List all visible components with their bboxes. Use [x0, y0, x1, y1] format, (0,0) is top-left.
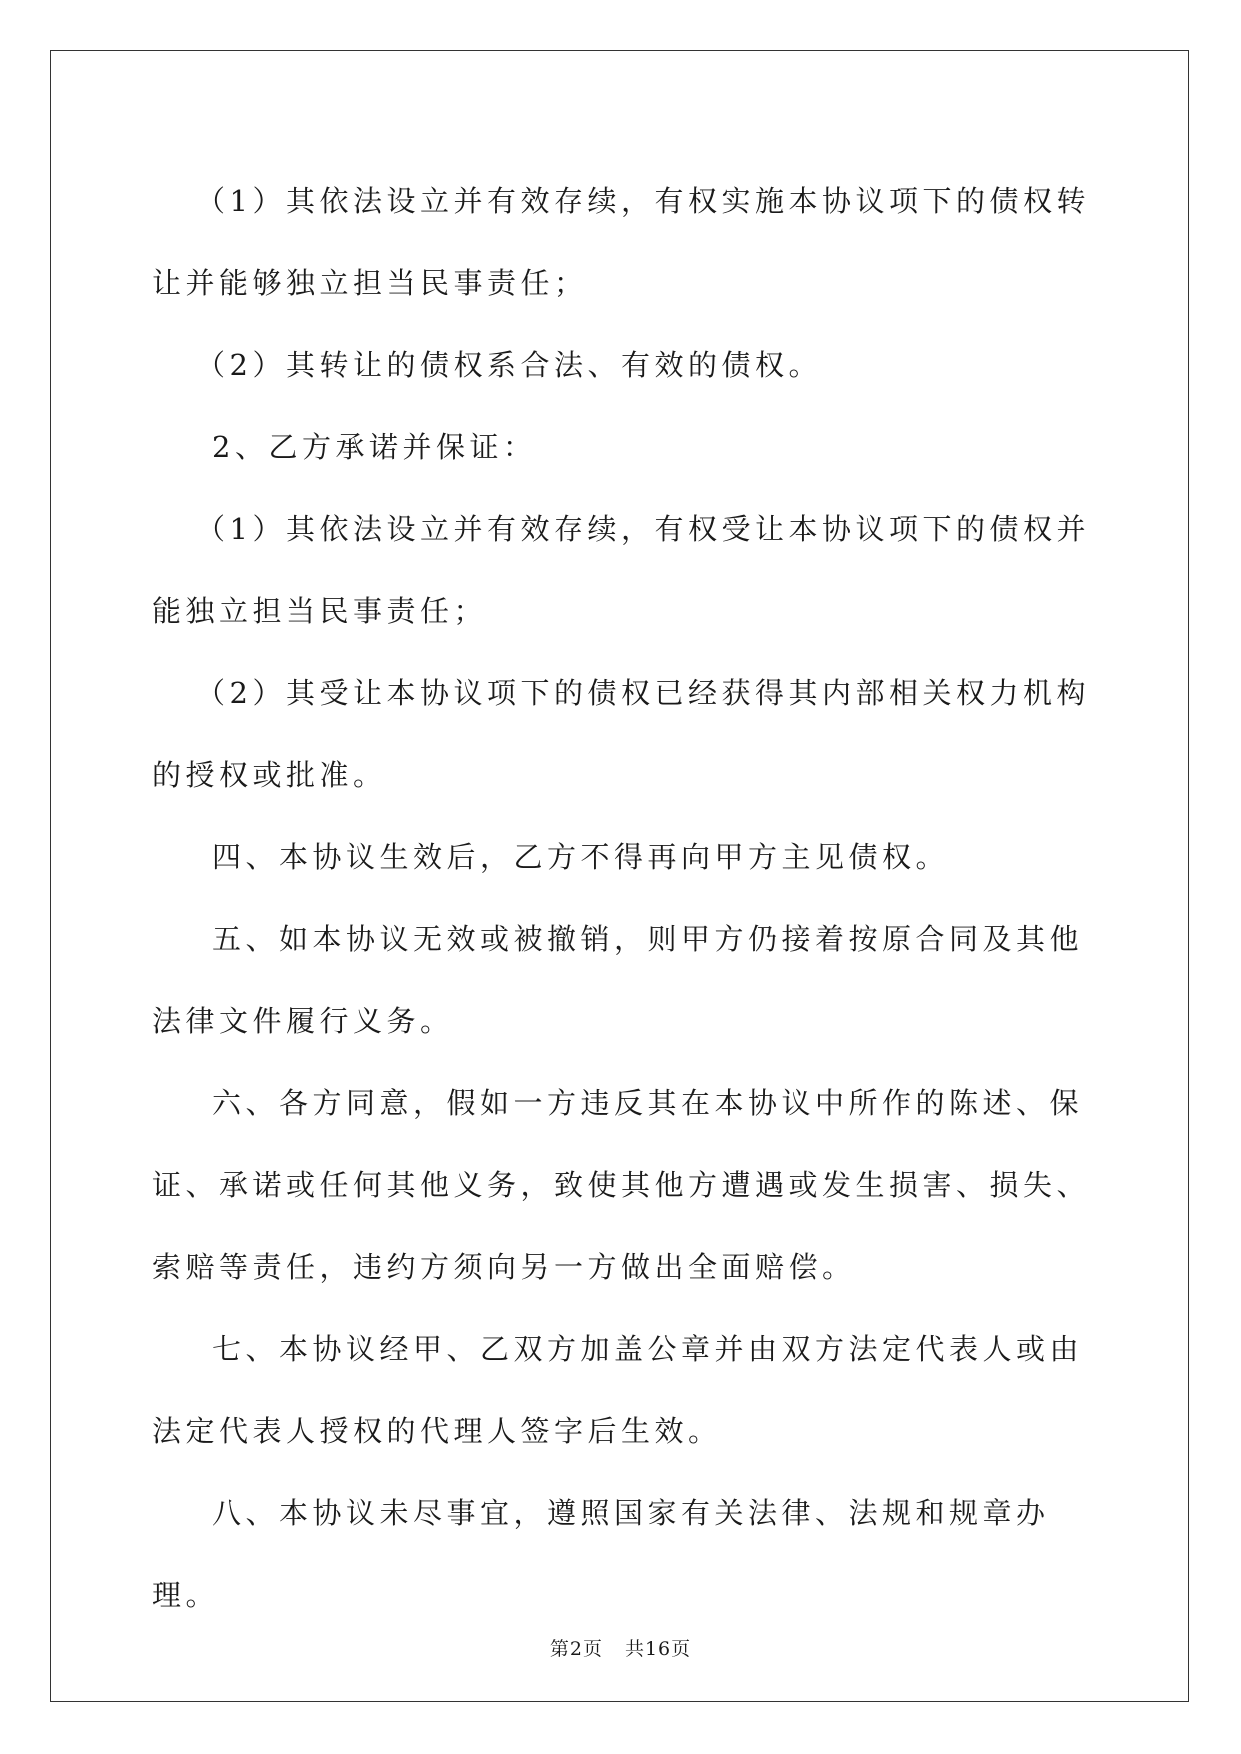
paragraph-1: （1）其依法设立并有效存续，有权实施本协议项下的债权转让并能够独立担当民事责任； [152, 184, 1090, 300]
paragraph-5: （2）其受让本协议项下的债权已经获得其内部相关权力机构的授权或批准。 [152, 676, 1090, 792]
paragraph-2: （2）其转让的债权系合法、有效的债权。 [196, 348, 822, 382]
paragraph-4: （1）其依法设立并有效存续，有权受让本协议项下的债权并能独立担当民事责任； [152, 512, 1090, 628]
paragraph-6: 四、本协议生效后，乙方不得再向甲方主见债权。 [212, 840, 950, 874]
page-footer [0, 1634, 1241, 1661]
paragraph-10: 八、本协议未尽事宜，遵照国家有关法律、法规和规章办理。 [152, 1496, 1050, 1612]
paragraph-7: 五、如本协议无效或被撤销，则甲方仍接着按原合同及其他法律文件履行义务。 [152, 922, 1084, 1038]
paragraph-8: 六、各方同意，假如一方违反其在本协议中所作的陈述、保证、承诺或任何其他义务，致使其他方遭遇或发生损害、损失、索赔等责任，违约方须向另一方做出全面赔偿。 [152, 1086, 1091, 1284]
page-number: 第2页 [549, 1638, 603, 1660]
page-total: 共16页 [624, 1638, 692, 1660]
paragraph-3: 2、乙方承诺并保证： [212, 430, 537, 464]
document-body [152, 160, 1090, 1636]
paragraph-9: 七、本协议经甲、乙双方加盖公章并由双方法定代表人或由法定代表人授权的代理人签字后生效。 [152, 1332, 1084, 1448]
